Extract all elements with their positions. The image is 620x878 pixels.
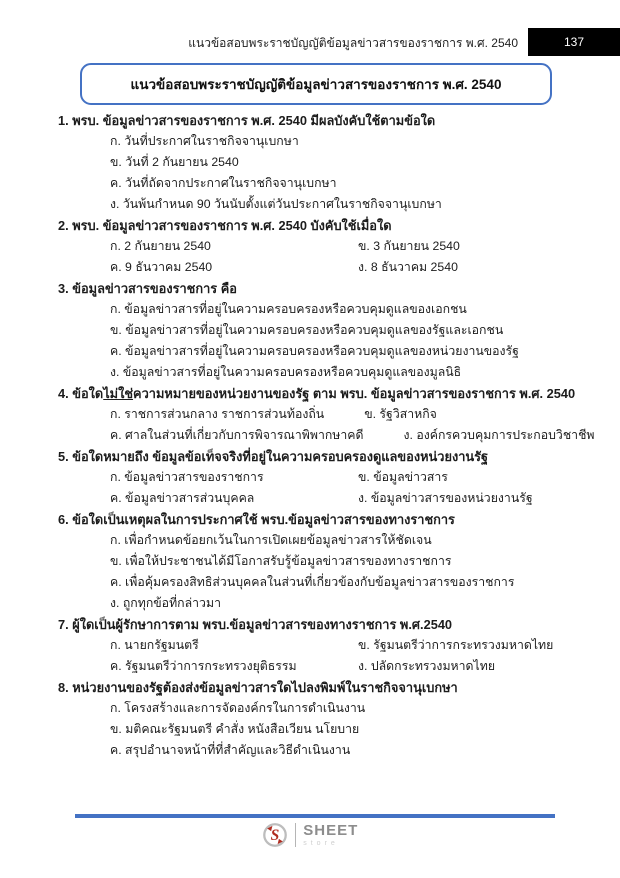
choice-item: ก. 2 กันยายน 2540 [110,239,211,253]
choice-item: ค. วันที่ถัดจากประกาศในราชกิจจานุเบกษา [110,176,337,190]
choice-item: ง. ถูกทุกข้อที่กล่าวมา [110,596,221,610]
choice-item: ง. วันพ้นกำหนด 90 วันนับตั้งแต่วันประกาศในราชกิจจานุเบกษา [110,197,442,211]
choice-item: ก. นายกรัฐมนตรี [110,638,199,652]
choice-item: ข. รัฐวิสาหกิจ [364,407,437,421]
question-text: 2. พรบ. ข้อมูลข่าวสารของราชการ พ.ศ. 2540 บังคับใช้เมื่อใด [58,218,392,233]
exam-title: แนวข้อสอบพระราชบัญญัติข้อมูลข่าวสารของราชการ พ.ศ. 2540 [130,77,502,92]
question-text-part: 4. ข้อใด [58,386,104,401]
choice-item: ก. ข้อมูลข่าวสารที่อยู่ในความครอบครองหรือควบคุมดูแลของเอกชน [110,302,467,316]
page-header [0,28,620,56]
logo-subtitle: store [303,840,339,847]
choice-item: ค. เพื่อคุ้มครองสิทธิส่วนบุคคลในส่วนที่เกี่ยวข้องกับข้อมูลข่าวสารของราชการ [110,575,515,589]
choice-item: ก. ราชการส่วนกลาง ราชการส่วนท้องถิ่น [110,407,325,421]
choice-item: ค. ข้อมูลข่าวสารส่วนบุคคล [110,491,255,505]
choice-item: ข. ข้อมูลข่าวสาร [358,470,448,484]
choice-item: ข. เพื่อให้ประชาชนได้มีโอกาสรับรู้ข้อมูลข่าวสารของทางราชการ [110,554,452,568]
choice-item: ค. 9 ธันวาคม 2540 [110,260,213,274]
choice-grid [58,236,584,278]
questions-list [58,110,595,761]
choice-item: ข. รัฐมนตรีว่าการกระทรวงมหาดไทย [358,638,554,652]
choice-item: ค. ข้อมูลข่าวสารที่อยู่ในความครอบครองหรือควบคุมดูแลของหน่วยงานของรัฐ [110,344,519,358]
choice-item: ก. เพื่อกำหนดข้อยกเว้นในการเปิดเผยข้อมูลข่าวสารให้ชัดเจน [110,533,432,547]
question-text: 5. ข้อใดหมายถึง ข้อมูลข้อเท็จจริงที่อยู่ในความครอบครองดูแลของหน่วยงานรัฐ [58,449,489,464]
logo-name: SHEET [303,822,359,839]
question-text-part: ความหมายของหน่วยงานของรัฐ ตาม พรบ. ข้อมูลข่าวสารของราชการ พ.ศ. 2540 [133,386,576,401]
choice-item: ก. ข้อมูลข่าวสารของราชการ [110,470,264,484]
choice-item: ก. โครงสร้างและการจัดองค์กรในการดำเนินงาน [110,701,366,715]
choice-item: ง. 8 ธันวาคม 2540 [358,260,458,274]
question-item [58,509,584,614]
choice-item: ข. วันที่ 2 กันยายน 2540 [110,155,239,169]
choice-row [58,425,595,446]
footer-divider [75,814,555,818]
choice-grid [58,467,584,509]
choice-grid [58,635,584,677]
choice-item: ค. สรุปอำนาจหน้าที่ที่สำคัญและวิธีดำเนินงาน [110,743,351,757]
choice-item: ค. รัฐมนตรีว่าการกระทรวงยุติธรรม [110,659,297,673]
logo-divider [295,823,297,847]
exam-title-box [80,63,552,105]
question-text [58,383,584,404]
choice-item: ก. วันที่ประกาศในราชกิจจานุเบกษา [110,134,299,148]
question-text: 1. พรบ. ข้อมูลข่าวสารของราชการ พ.ศ. 2540 มีผลบังคับใช้ตามข้อใด [58,113,436,128]
question-text: 7. ผู้ใดเป็นผู้รักษาการตาม พรบ.ข้อมูลข่าวสารของทางราชการ พ.ศ.2540 [58,617,453,632]
question-text-underlined: ไม่ใช่ [103,386,134,401]
question-item [58,446,584,509]
choice-item: ง. องค์กรควบคุมการประกอบวิชาชีพ [403,428,595,442]
question-text: 3. ข้อมูลข่าวสารของราชการ คือ [58,281,237,296]
sheet-store-logo [0,822,620,848]
question-item [58,614,584,677]
question-item [58,215,584,278]
choice-item: ค. ศาลในส่วนที่เกี่ยวกับการพิจารณาพิพากษาคดี [110,428,364,442]
page-number-badge: 137 [528,28,620,56]
question-text: 8. หน่วยงานของรัฐต้องส่งข้อมูลข่าวสารใดไปลงพิมพ์ในราชกิจจานุเบกษา [58,680,458,695]
choice-item: ข. ข้อมูลข่าวสารที่อยู่ในความครอบครองหรือควบคุมดูแลของรัฐและเอกชน [110,323,504,337]
svg-text:S: S [270,827,280,845]
choice-item: ง. ข้อมูลข่าวสารที่อยู่ในความครอบครองหรือควบคุมดูแลของมูลนิธิ [110,365,462,379]
choice-row [58,404,584,425]
running-head: แนวข้อสอบพระราชบัญญัติข้อมูลข่าวสารของราชการ พ.ศ. 2540 [188,36,518,50]
sheet-store-logo-icon [262,822,288,848]
question-text: 6. ข้อใดเป็นเหตุผลในการประกาศใช้ พรบ.ข้อมูลข่าวสารของทางราชการ [58,512,455,527]
question-item [58,110,584,215]
question-item [58,383,595,446]
choice-item: ข. 3 กันยายน 2540 [358,239,460,253]
question-item [58,677,584,761]
choice-item: ข. มติคณะรัฐมนตรี คำสั่ง หนังสือเวียน นโยบาย [110,722,360,736]
choice-item: ง. ปลัดกระทรวงมหาดไทย [358,659,496,673]
choice-item: ง. ข้อมูลข่าวสารของหน่วยงานรัฐ [358,491,533,505]
question-item [58,278,584,383]
logo-text [303,823,358,847]
